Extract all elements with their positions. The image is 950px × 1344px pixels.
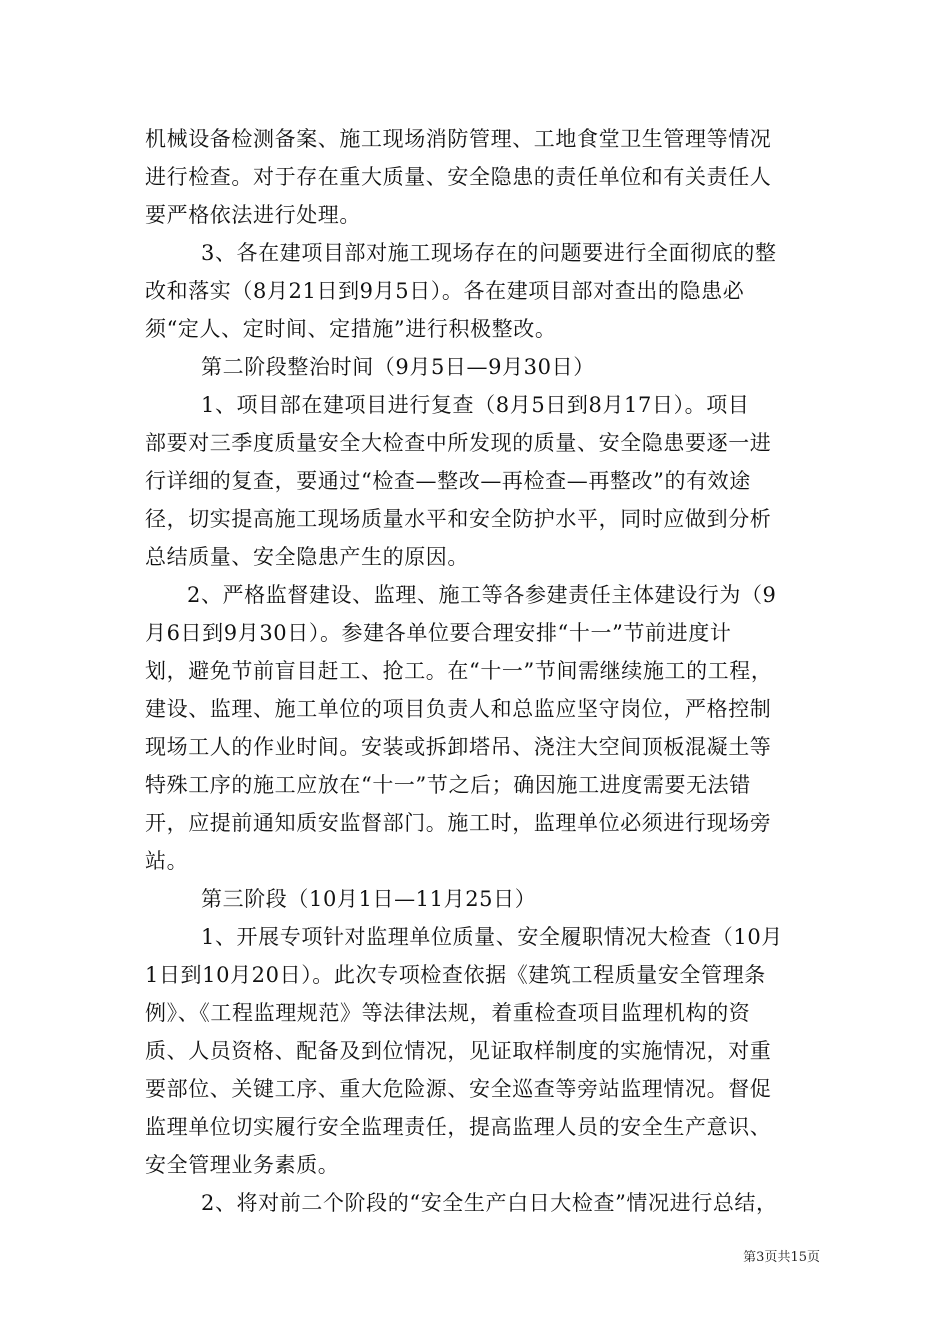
section-heading: 第三阶段（10月1日—11月25日） <box>201 887 537 911</box>
text-line: 2、严格监督建设、监理、施工等各参建责任主体建设行为（9 <box>187 583 777 607</box>
text-line: 部要对三季度质量安全大检查中所发现的质量、安全隐患要逐一进 <box>145 431 772 455</box>
text-line: 特殊工序的施工应放在“十一”节之后；确因施工进度需要无法错 <box>145 773 751 797</box>
text-line: 机械设备检测备案、施工现场消防管理、工地食堂卫生管理等情况 <box>145 127 772 151</box>
text-line: 总结质量、安全隐患产生的原因。 <box>145 545 469 569</box>
text-line: 要部位、关键工序、重大危险源、安全巡查等旁站监理情况。督促 <box>145 1077 772 1101</box>
text-line: 要严格依法进行处理。 <box>145 203 361 227</box>
text-line: 月6日到9月30日）。参建各单位要合理安排“十一”节前进度计 <box>145 621 732 645</box>
text-line: 安全管理业务素质。 <box>145 1153 340 1177</box>
page-number-footer: 第3页共15页 <box>743 1250 820 1265</box>
text-line: 监理单位切实履行安全监理责任，提高监理人员的安全生产意识、 <box>145 1115 772 1139</box>
text-line: 2、将对前二个阶段的“安全生产白日大检查”情况进行总结， <box>201 1191 778 1215</box>
text-line: 1、开展专项针对监理单位质量、安全履职情况大检查（10月 <box>201 925 783 949</box>
text-line: 3、各在建项目部对施工现场存在的问题要进行全面彻底的整 <box>201 241 777 265</box>
text-line: 径，切实提高施工现场质量水平和安全防护水平，同时应做到分析 <box>145 507 772 531</box>
text-line: 建设、监理、施工单位的项目负责人和总监应坚守岗位，严格控制 <box>145 697 772 721</box>
text-line: 进行检查。对于存在重大质量、安全隐患的责任单位和有关责任人 <box>145 165 772 189</box>
document-body <box>145 120 825 1222</box>
text-line: 改和落实（8月21日到9月5日）。各在建项目部对查出的隐患必 <box>145 279 745 303</box>
text-line: 1日到10月20日）。此次专项检查依据《建筑工程质量安全管理条 <box>145 963 766 987</box>
text-line: 站。 <box>145 849 189 873</box>
text-line: 行详细的复查，要通过“检查—整改—再检查—再整改”的有效途 <box>145 469 751 493</box>
text-line: 须“定人、定时间、定措施”进行积极整改。 <box>145 317 557 341</box>
text-line: 划，避免节前盲目赶工、抢工。在“十一”节间需继续施工的工程， <box>145 659 773 683</box>
text-line: 现场工人的作业时间。安装或拆卸塔吊、浇注大空间顶板混凝土等 <box>145 735 772 759</box>
text-line: 开，应提前通知质安监督部门。施工时，监理单位必须进行现场旁 <box>145 811 772 835</box>
text-line: 1、项目部在建项目进行复查（8月5日到8月17日）。项目 <box>201 393 750 417</box>
section-heading: 第二阶段整治时间（9月5日—9月30日） <box>201 355 595 379</box>
text-line: 例》、《工程监理规范》等法律法规，着重检查项目监理机构的资 <box>145 1001 751 1025</box>
text-line: 质、人员资格、配备及到位情况，见证取样制度的实施情况，对重 <box>145 1039 772 1063</box>
